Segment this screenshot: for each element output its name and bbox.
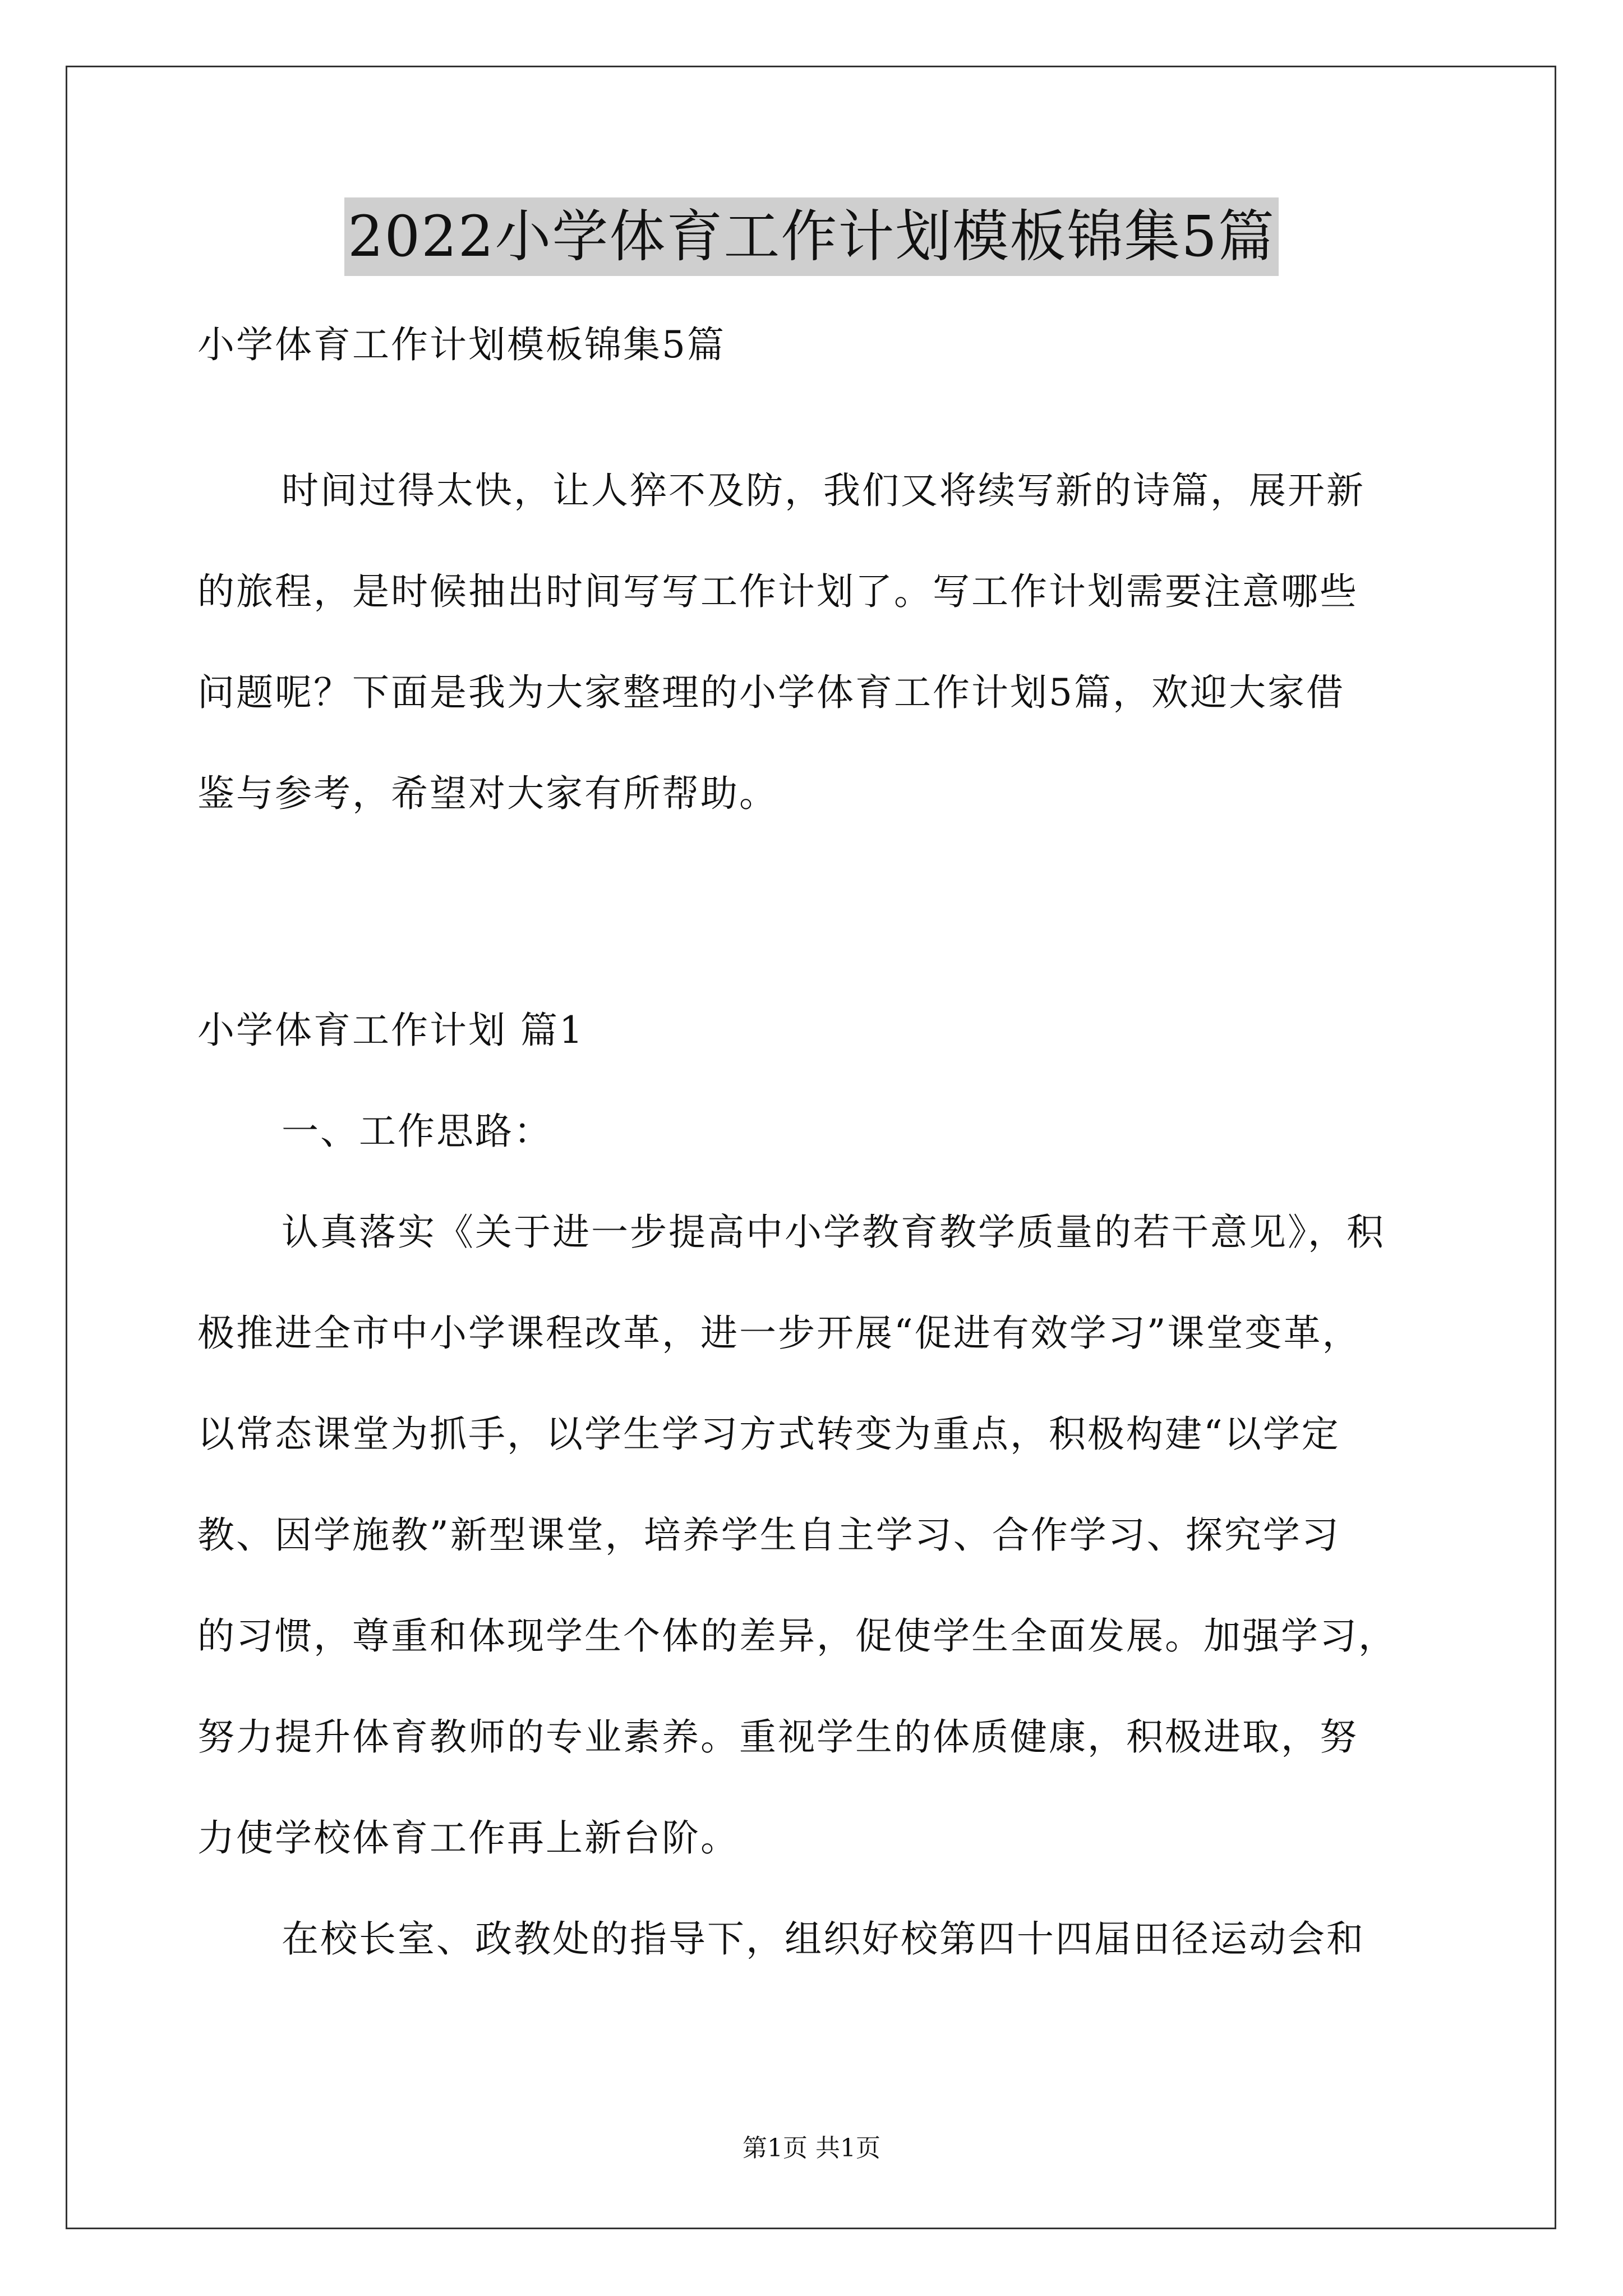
body-line-3: 以常态课堂为抓手，以学生学习方式转变为重点，积极构建“以学定 bbox=[197, 1412, 1340, 1456]
body-line-2: 极推进全市中小学课程改革，进一步开展“促进有效学习”课堂变革， bbox=[197, 1312, 1361, 1355]
intro-line-3: 问题呢？下面是我为大家整理的小学体育工作计划5篇，欢迎大家借 bbox=[197, 671, 1345, 714]
body-line-6: 努力提升体育教师的专业素养。重视学生的体质健康，积极进取，努 bbox=[197, 1715, 1358, 1759]
intro-line-2: 的旅程，是时候抽出时间写写工作计划了。写工作计划需要注意哪些 bbox=[197, 570, 1358, 613]
section-heading: 小学体育工作计划 篇1 bbox=[197, 1009, 584, 1052]
sub-heading: 一、工作思路： bbox=[282, 1110, 552, 1153]
document-title: 2022小学体育工作计划模板锦集5篇 bbox=[344, 197, 1279, 276]
intro-line-4: 鉴与参考，希望对大家有所帮助。 bbox=[197, 772, 778, 815]
body-line-1: 认真落实《关于进一步提高中小学教育教学质量的若干意见》，积 bbox=[282, 1211, 1385, 1254]
document-subtitle: 小学体育工作计划模板锦集5篇 bbox=[197, 323, 726, 366]
page-footer: 第1页 共1页 bbox=[743, 2134, 880, 2162]
body-line-7: 力使学校体育工作再上新台阶。 bbox=[197, 1816, 739, 1860]
title-container bbox=[0, 197, 1623, 276]
intro-line-1: 时间过得太快，让人猝不及防，我们又将续写新的诗篇，展开新 bbox=[282, 469, 1365, 512]
body-line-5: 的习惯，尊重和体现学生个体的差异，促使学生全面发展。加强学习， bbox=[197, 1614, 1397, 1658]
body-line-8: 在校长室、政教处的指导下，组织好校第四十四届田径运动会和 bbox=[282, 1917, 1365, 1961]
body-line-4: 教、因学施教”新型课堂，培养学生自主学习、合作学习、探究学习 bbox=[197, 1513, 1340, 1557]
